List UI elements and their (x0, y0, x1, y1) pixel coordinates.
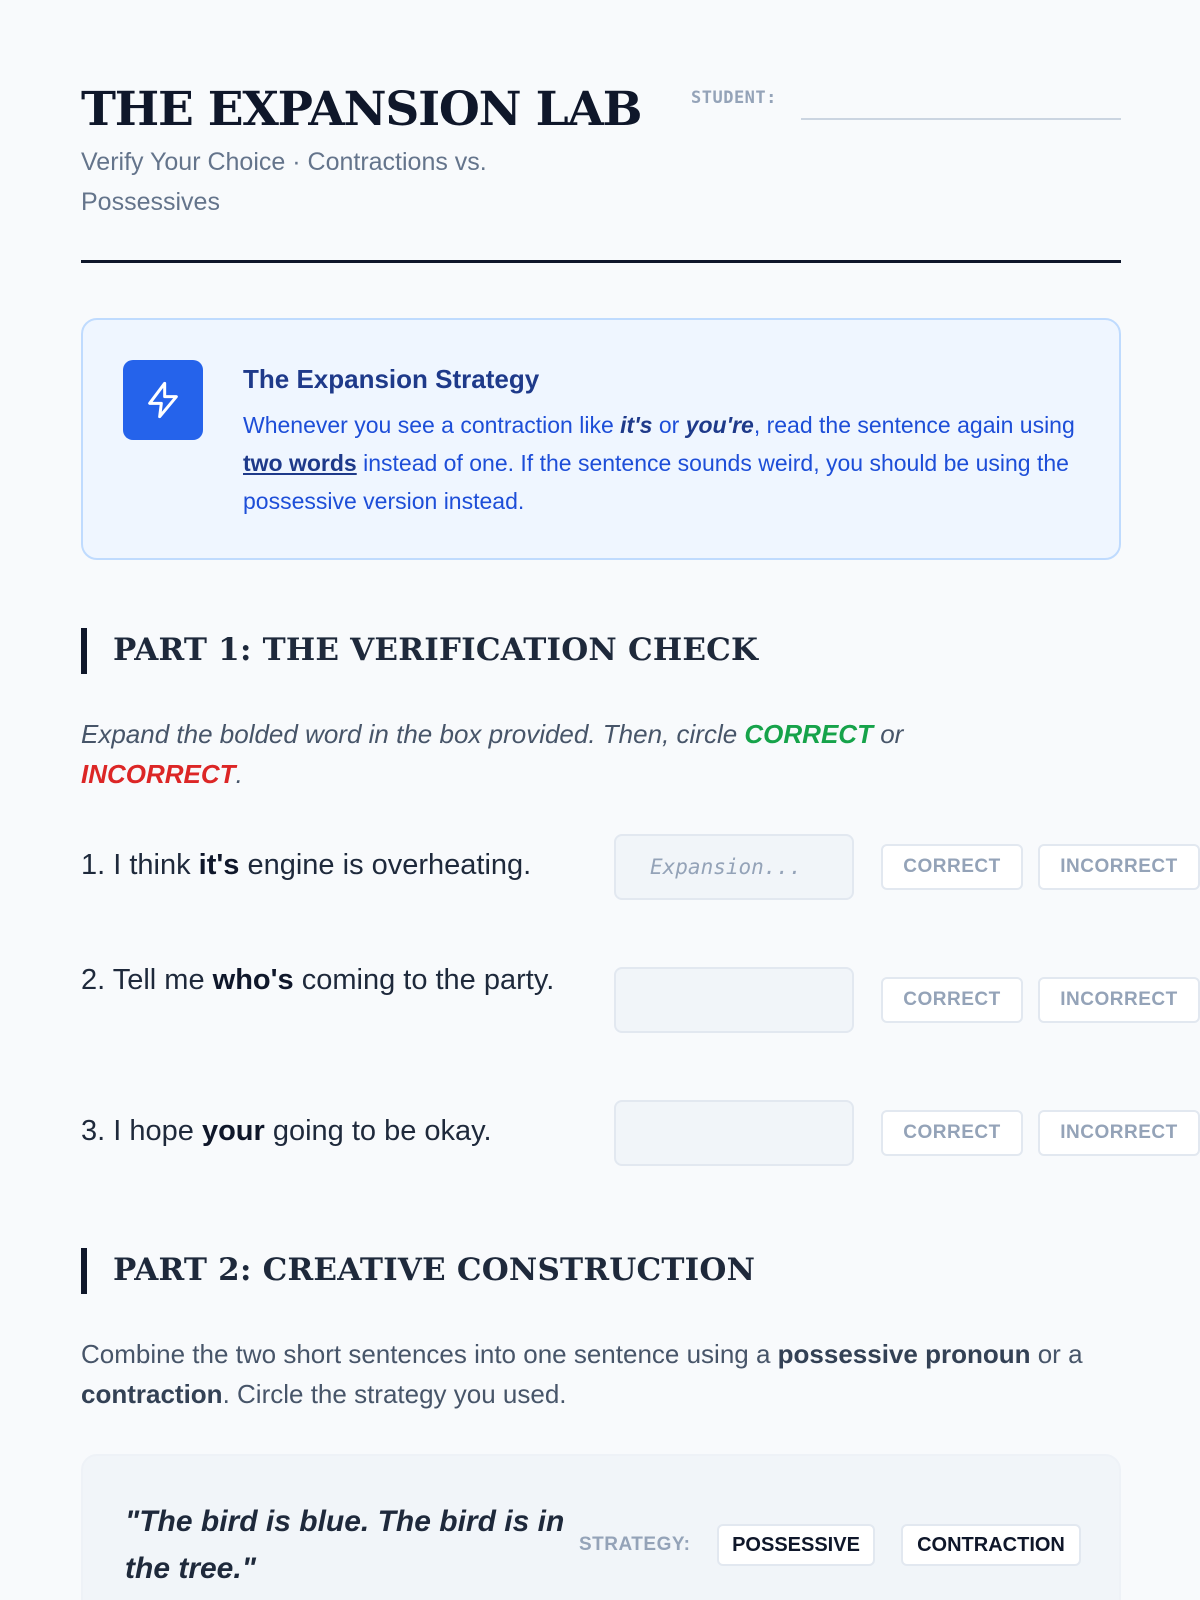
exercise-quote: "The bird is blue. The bird is in the tree." (125, 1505, 565, 1585)
expansion-input[interactable] (614, 1100, 854, 1166)
strategy-text: Whenever you see a contraction like it's or you're, read the sentence again using two words instead of one. If the sentence sounds weird, you should be using the possessive version instead. (243, 412, 1075, 514)
incorrect-option[interactable]: INCORRECT (1038, 844, 1200, 890)
lightning-bolt-icon (123, 360, 203, 440)
strategy-label: STRATEGY: (579, 1534, 691, 1555)
page-subtitle: Verify Your Choice · Contractions vs. Possessives (81, 148, 487, 216)
expansion-input[interactable] (614, 834, 854, 900)
strategy-box (81, 318, 1121, 560)
incorrect-option[interactable]: INCORRECT (1038, 1110, 1200, 1156)
possessive-option[interactable]: POSSESSIVE (717, 1524, 875, 1566)
question-1 (81, 834, 1200, 904)
correct-word: CORRECT (744, 719, 873, 749)
header (81, 80, 1121, 262)
part1-title: PART 1: THE VERIFICATION CHECK (113, 632, 759, 668)
question-text: 3. I hope your going to be okay. (81, 1115, 492, 1147)
student-label: STUDENT: (691, 88, 777, 108)
contraction-option[interactable]: CONTRACTION (901, 1524, 1081, 1566)
two-words-emphasis: two words (243, 450, 357, 476)
part2-title: PART 2: CREATIVE CONSTRUCTION (113, 1252, 756, 1288)
header-divider (81, 260, 1121, 263)
part1-heading (81, 628, 1121, 676)
correct-option[interactable]: CORRECT (881, 1110, 1023, 1156)
expansion-input[interactable] (614, 967, 854, 1033)
correct-option[interactable]: CORRECT (881, 977, 1023, 1023)
question-3 (81, 1100, 1200, 1170)
part2-instructions: Combine the two short sentences into one sentence using a possessive pronoun or a contraction. Circle the strategy you used. (81, 1339, 1083, 1409)
correct-option[interactable]: CORRECT (881, 844, 1023, 890)
part1-instructions: Expand the bolded word in the box provided. Then, circle CORRECT or INCORRECT. (81, 719, 904, 789)
part2-heading (81, 1248, 1121, 1296)
question-2 (81, 964, 1200, 1037)
incorrect-option[interactable]: INCORRECT (1038, 977, 1200, 1023)
incorrect-word: INCORRECT (81, 759, 236, 789)
strategy-title: The Expansion Strategy (243, 364, 540, 394)
exercise-card (81, 1454, 1121, 1600)
page-title: THE EXPANSION LAB (81, 82, 642, 137)
question-text: 2. Tell me who's coming to the party. (81, 964, 555, 996)
section-bar (81, 1248, 87, 1294)
example-youre: you're (685, 412, 754, 438)
example-its: it's (620, 412, 653, 438)
section-bar (81, 628, 87, 674)
student-name-field[interactable] (801, 118, 1121, 120)
question-text: 1. I think it's engine is overheating. (81, 849, 532, 881)
